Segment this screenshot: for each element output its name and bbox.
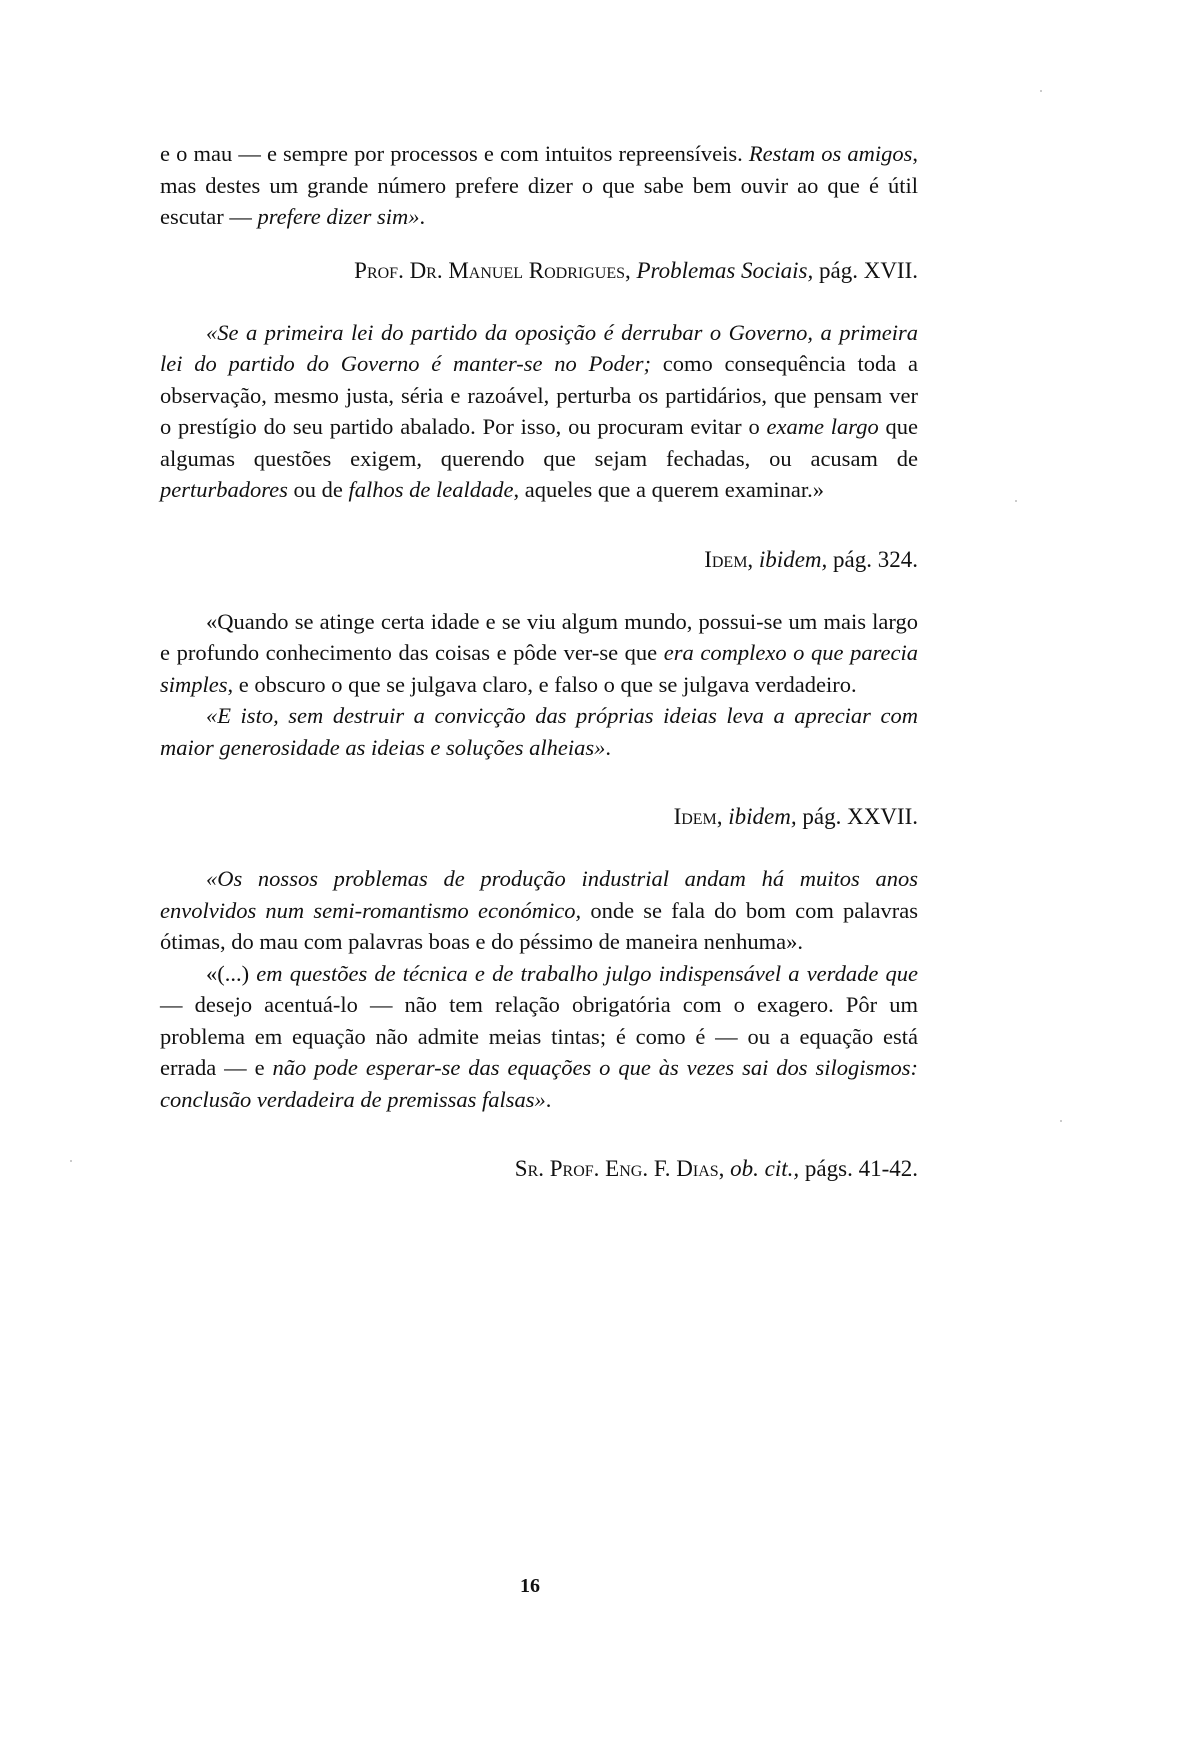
italic-segment: «Se a primeira lei do partido da oposição é derrubar o Governo, a primeira lei do partido do Governo é manter-se no Poder; xyxy=(160,319,918,376)
quote-idade xyxy=(160,606,918,701)
citation-page: pág. XVII. xyxy=(819,257,918,283)
text-segment: e o mau — e sempre por processos e com intuitos repreensíveis. xyxy=(160,141,749,166)
text-segment: onde se fala do bom com palavras ótimas, do mau com palavras boas e do péssimo de maneira nenhuma». xyxy=(160,897,918,954)
scan-speck xyxy=(1015,500,1017,502)
paragraph-continuation xyxy=(160,138,918,233)
italic-segment: Restam os amigos xyxy=(748,141,913,166)
italic-segment: «Os nossos problemas de produção industrial andam há muitos anos envolvidos num semi-romantismo económico, xyxy=(160,866,918,923)
italic-segment: em questões de técnica e de trabalho julgo indispensável a verdade que xyxy=(256,960,918,986)
text-segment: . xyxy=(605,734,611,760)
citation-idem-324 xyxy=(160,544,918,576)
text-segment: , mas destes um grande número prefere dizer o que sabe bem ouvir ao que é útil escutar — xyxy=(160,141,919,229)
citation-work: ibidem, xyxy=(728,804,797,829)
text-segment: . xyxy=(545,1086,552,1112)
citation-dias xyxy=(160,1153,918,1185)
citation-idem-xxvii xyxy=(160,801,918,833)
quote-producao xyxy=(160,863,918,958)
citation-work: ob. cit., xyxy=(730,1156,800,1181)
citation-page: págs. 41-42. xyxy=(804,1156,918,1181)
italic-segment: «E isto, sem destruir a convicção das próprias ideias leva a apreciar com maior generosidade as ideias e soluções alheias» xyxy=(160,703,918,760)
italic-segment: exame largo xyxy=(766,414,879,439)
document-page xyxy=(160,138,918,1185)
citation-author: Sr. Prof. Eng. F. Dias, xyxy=(514,1156,725,1181)
citation-author: Prof. Dr. Manuel Rodrigues, xyxy=(354,257,631,283)
citation-page: pág. 324. xyxy=(833,546,918,572)
citation-author: Idem, xyxy=(673,804,723,829)
citation-author: Idem, xyxy=(704,546,754,572)
citation-work: Problemas Sociais, xyxy=(636,257,814,283)
italic-segment: perturbadores xyxy=(160,477,288,502)
page-number: 16 xyxy=(520,1575,540,1597)
scan-speck xyxy=(1060,1120,1062,1122)
italic-segment: era complexo o que parecia simples xyxy=(160,640,918,697)
citation-rodrigues xyxy=(160,255,918,287)
text-segment: . xyxy=(419,204,426,229)
italic-segment: prefere dizer sim» xyxy=(257,204,420,229)
text-segment: que algumas questões exigem, querendo que sejam fechadas, ou acusam de xyxy=(160,414,918,471)
citation-page: pág. XXVII. xyxy=(802,804,918,829)
citation-work: ibidem, xyxy=(758,546,828,572)
text-segment: como consequência toda a observação, mesmo justa, séria e razoável, perturba os partidários, que pensam ver o prestígio do seu partido abalado. Por isso, ou procuram evitar o xyxy=(160,351,918,439)
italic-segment: falhos de lealdade xyxy=(348,477,514,502)
scan-speck xyxy=(70,1160,72,1162)
text-segment: «(...) xyxy=(206,960,257,986)
text-segment: «Quando se atinge certa idade e se viu algum mundo, possui-se um mais largo e profundo conhecimento das coisas e pôde ver-se que xyxy=(160,608,918,665)
quote-ideias xyxy=(160,700,918,763)
text-segment: , e obscuro o que se julgava claro, e falso o que se julgava verdadeiro. xyxy=(227,671,857,697)
text-segment: , aqueles que a querem examinar.» xyxy=(513,477,825,502)
italic-segment: não pode esperar-se das equações o que às vezes sai dos silogismos: conclusão verdadeira de premissas falsas» xyxy=(160,1055,918,1112)
text-segment: — desejo acentuá-lo — não tem relação obrigatória com o exagero. Pôr um problema em equação não admite meias tintas; é como é — ou a equação está errada — e xyxy=(160,992,918,1080)
quote-tecnica xyxy=(160,958,918,1116)
quote-oposicao xyxy=(160,317,918,506)
scan-speck xyxy=(1040,90,1042,92)
text-segment: ou de xyxy=(287,477,349,502)
